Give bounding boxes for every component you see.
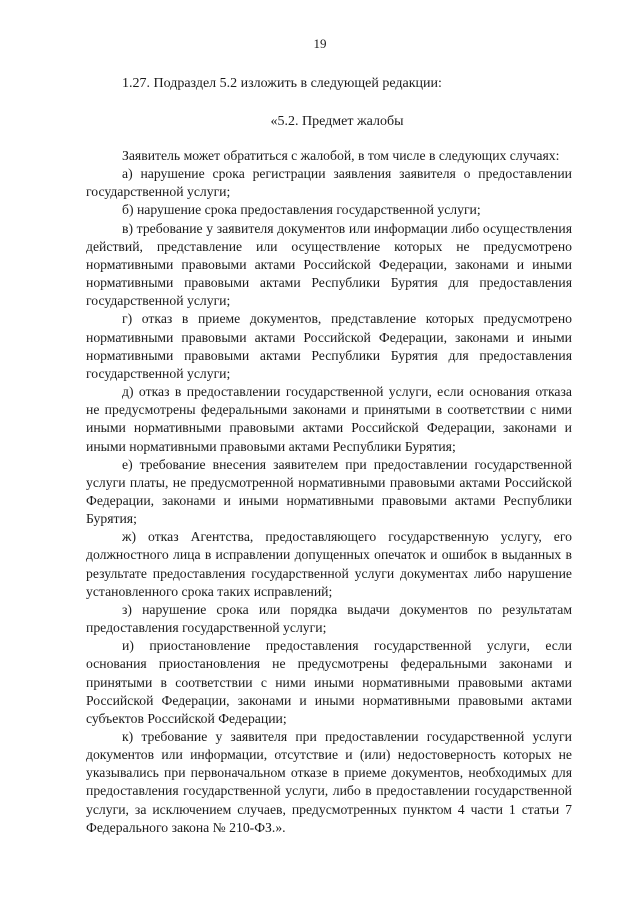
complaint-cases-text <box>86 147 572 837</box>
page-number: 19 <box>313 36 327 51</box>
paragraph-d: д) отказ в предоставлении государственной услуги, если основания отказа не предусмотрены федеральными законами и принятыми в соответствии с ними иными нормативными правовыми актами Российской Федерации, законами и иными нормативными правовыми актами Республики Бурятия; <box>86 384 572 454</box>
paragraph-z: з) нарушение срока или порядка выдачи документов по результатам предоставления государственной услуги; <box>86 601 572 636</box>
section-heading: «5.2. Предмет жалобы <box>270 114 404 129</box>
paragraph-i: и) приостановление предоставления государственной услуги, если основания приостановления не предусмотрены федеральными законами и принятыми в соответствии с ними иными нормативными правовыми актами Российской Федерации, законами и иными нормативными правовыми актами субъектов Российской Федерации; <box>86 638 572 726</box>
paragraph-g: г) отказ в приеме документов, представление которых предусмотрено нормативными правовыми актами Российской Федерации, законами и иными нормативными правовыми актами Республики Бурятия для предоставления государственной услуги; <box>86 311 572 381</box>
paragraph-b: б) нарушение срока предоставления государственной услуги; <box>122 202 481 218</box>
paragraph-e: е) требование внесения заявителем при предоставлении государственной услуги платы, не предусмотренной нормативными правовыми актами Российской Федерации, законами и иными нормативными правовыми актами Республики Бурятия; <box>86 456 572 527</box>
paragraph-zh: ж) отказ Агентства, предоставляющего государственную услугу, его должностного лица в исправлении допущенных опечаток и ошибок в выданных в результате предоставления государственной услуги документах либо нарушение установленного срока таких исправлений; <box>86 529 572 599</box>
paragraph-preamble: Заявитель может обратиться с жалобой, в том числе в следующих случаях: <box>122 148 560 163</box>
paragraph-a: а) нарушение срока регистрации заявления заявителя о предоставлении государственной услуги; <box>86 166 572 200</box>
amendment-intro: 1.27. Подраздел 5.2 изложить в следующей редакции: <box>122 76 442 91</box>
paragraph-v: в) требование у заявителя документов или информации либо осуществления действий, представление или осуществление которых не предусмотрено нормативными правовыми актами Российской Федерации, законами и иными нормативными правовыми актами Республики Бурятия для предоставления государственной услуги; <box>86 220 572 309</box>
paragraph-k: к) требование у заявителя при предоставлении государственной услуги документов или информации, отсутствие и (или) недостоверность которых не указывались при первоначальном отказе в приеме документов, необходимых для предоставления государственной услуги, либо в предоставлении государственной услуги, за исключением случаев, предусмотренных пунктом 4 части 1 статьи 7 Федерального закона № 210-ФЗ.». <box>86 729 572 835</box>
